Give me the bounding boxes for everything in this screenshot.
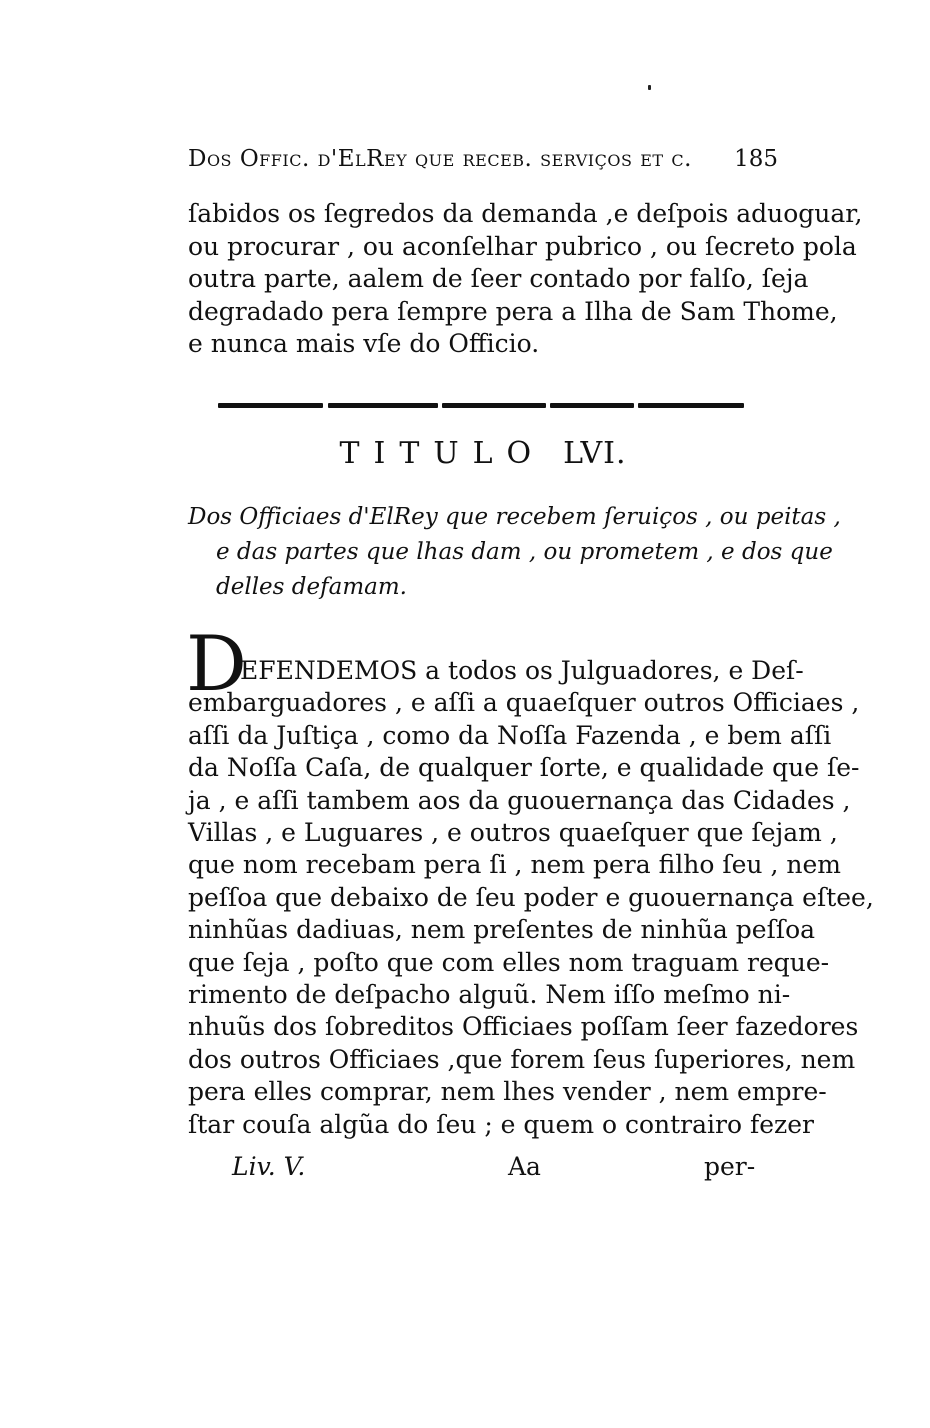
chapter-title-word: TITULO xyxy=(339,436,546,471)
summary-line: Dos Officiaes d'ElRey que recebem ſeruiços , ou peitas , xyxy=(188,504,841,530)
text-line: pera elles comprar, nem lhes vender , nem empre- xyxy=(188,1077,827,1107)
text-line: EFENDEMOS a todos os Julguadores, e Deſ- xyxy=(240,656,804,685)
text-line: e nunca mais vſe do Officio. xyxy=(188,329,540,358)
text-line: peſſoa que debaixo de ſeu poder e guouernança eſtee, xyxy=(188,882,874,912)
running-head xyxy=(188,146,778,172)
text-line: ninhũas dadiuas, nem preſentes de ninhũa peſſoa xyxy=(188,915,816,945)
chapter-title xyxy=(188,436,778,471)
text-line: embarguadores , e aſſi a quaeſquer outros Officiaes , xyxy=(188,688,860,718)
ornamental-rule xyxy=(218,403,744,409)
signature-mark: Aa xyxy=(508,1152,541,1181)
text-line: que ſeja , poſto que com elles nom traguam reque- xyxy=(188,947,830,977)
text-line: aſſi da Juſtiça , como da Noſſa Fazenda , e bem aſſi xyxy=(188,720,832,750)
drop-cap: D xyxy=(186,619,247,708)
text-line: Villas , e Luguares , e outros quaeſquer que ſejam , xyxy=(188,818,838,848)
text-line: outra parte, aalem de ſeer contado por falſo, ſeja xyxy=(188,264,809,293)
page-number: 185 xyxy=(734,146,778,172)
summary-line: delles defamam. xyxy=(216,574,407,600)
volume-signature: Liv. V. xyxy=(232,1152,306,1181)
text-line: ou procurar , ou aconſelhar pubrico , ou ſecreto pola xyxy=(188,231,857,261)
chapter-number: LVI. xyxy=(563,436,627,471)
chapter-summary xyxy=(188,500,841,605)
text-line: da Noſſa Caſa, de qualquer ſorte, e qualidade que ſe- xyxy=(188,753,860,783)
text-line: nhuũs dos ſobreditos Officiaes poſſam ſeer fazedores xyxy=(188,1012,859,1042)
running-head-title: Dos Offic. d'ElRey que receb. serviços et c. xyxy=(188,146,692,172)
text-line: ſabidos os ſegredos da demanda ,e deſpois aduoguar, xyxy=(188,199,863,228)
text-line: dos outros Officiaes ,que forem ſeus ſuperiores, nem xyxy=(188,1044,856,1074)
text-line: ja , e aſſi tambem aos da guouernança das Cidades , xyxy=(188,785,851,815)
summary-line: e das partes que lhas dam , ou prometem , e dos que xyxy=(216,539,833,565)
body-paragraph xyxy=(188,655,874,1141)
ink-speck xyxy=(648,85,651,90)
text-line: ſtar couſa algũa do ſeu ; e quem o contrairo fezer xyxy=(188,1109,814,1139)
text-line: degradado pera ſempre pera a Ilha de Sam Thome, xyxy=(188,296,838,326)
text-line: rimento de deſpacho alguũ. Nem iſſo meſmo ni- xyxy=(188,980,791,1010)
text-line: que nom recebam pera ſi , nem pera filho ſeu , nem xyxy=(188,850,841,880)
catchword: per- xyxy=(704,1152,756,1181)
continuation-paragraph xyxy=(188,198,863,361)
